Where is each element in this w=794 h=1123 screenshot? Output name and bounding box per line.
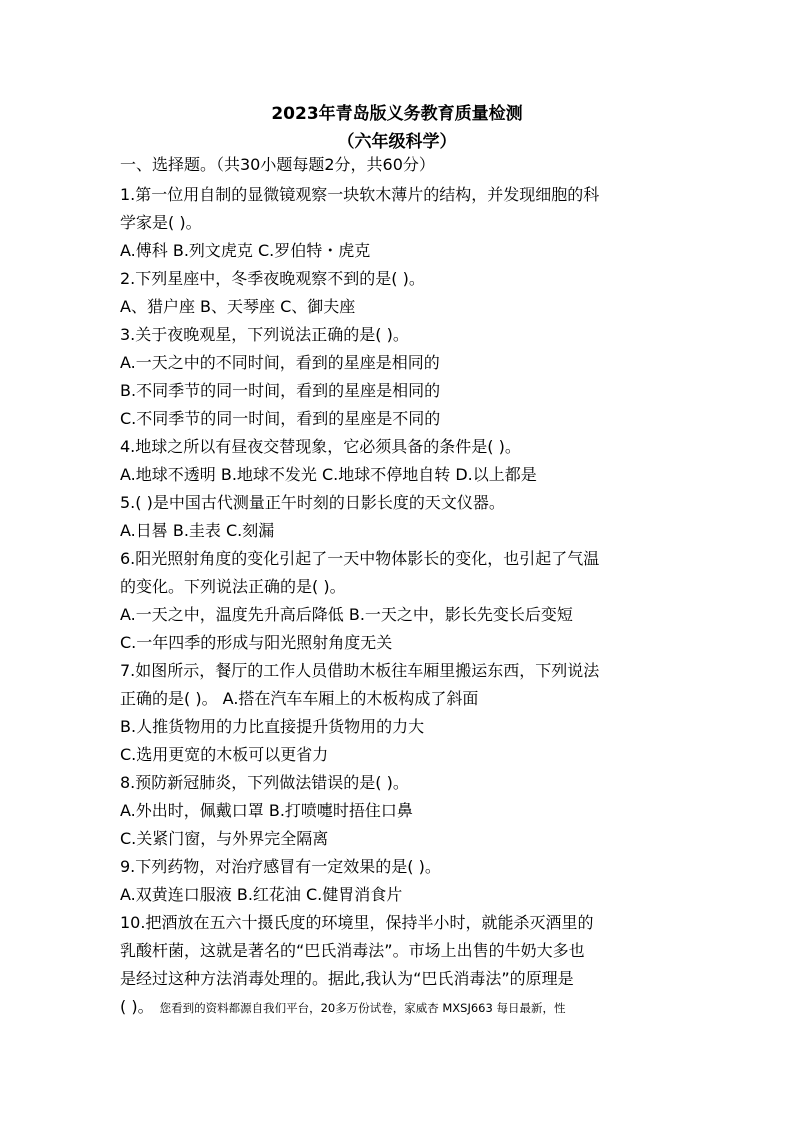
question-line: 1.第一位用自制的显微镜观察一块软木薄片的结构，并发现细胞的科 [120,185,600,204]
question-line: 2.下列星座中，冬季夜晚观察不到的是( )。 [120,269,425,288]
option-line: C.一年四季的形成与阳光照射角度无关 [120,633,393,652]
question-line: 正确的是( )。 A.搭在汽车车厢上的木板构成了斜面 [120,689,479,708]
question-line: 7.如图所示，餐厅的工作人员借助木板往车厢里搬运东西，下列说法 [120,661,600,680]
question-line: 10.把酒放在五六十摄氏度的环境里，保持半小时，就能杀灭酒里的 [120,913,594,932]
question-line-last [120,997,565,1018]
exam-subtitle: （六年级科学） [337,132,457,152]
option-line: A.双黄连口服液 B.红花油 C.健胃消食片 [120,885,403,904]
section-heading: 一、选择题。（共30小题每题2分，共60分） [120,155,435,174]
answer-blank-text: ( )。 [120,997,154,1016]
question-line: 5.( )是中国古代测量正午时刻的日影长度的天文仪器。 [120,493,505,512]
promo-note: 您看到的资料都源自我们平台，20多万份试卷，家威杏 MXSJ663 每日最新，性 [159,1001,566,1015]
option-line: C.关紧门窗，与外界完全隔离 [120,829,329,848]
option-line: A.日晷 B.圭表 C.刻漏 [120,521,275,540]
question-line: 4.地球之所以有昼夜交替现象，它必须具备的条件是( )。 [120,437,521,456]
question-line: 6.阳光照射角度的变化引起了一天中物体影长的变化，也引起了气温 [120,549,600,568]
option-line: A.一天之中的不同时间，看到的星座是相同的 [120,353,440,372]
question-line: 乳酸杆菌，这就是著名的“巴氏消毒法”。市场上出售的牛奶大多也 [120,941,585,960]
option-line: C.选用更宽的木板可以更省力 [120,745,329,764]
option-line: B.不同季节的同一时间，看到的星座是相同的 [120,381,441,400]
exam-title: 2023年青岛版义务教育质量检测 [271,104,523,124]
question-line: 3.关于夜晚观星，下列说法正确的是( )。 [120,325,409,344]
option-line: A.外出时，佩戴口罩 B.打喷嚏时捂住口鼻 [120,801,413,820]
option-line: B.人推货物用的力比直接提升货物用的力大 [120,717,425,736]
question-line: 8.预防新冠肺炎，下列做法错误的是( )。 [120,773,409,792]
question-line: 的变化。下列说法正确的是( )。 [120,577,346,596]
option-line: A.地球不透明 B.地球不发光 C.地球不停地自转 D.以上都是 [120,465,537,484]
option-line: A、猎户座 B、天琴座 C、御夫座 [120,297,356,316]
question-line: 是经过这种方法消毒处理的。据此,我认为“巴氏消毒法”的原理是 [120,969,574,988]
option-line: A.一天之中，温度先升高后降低 B.一天之中，影长先变长后变短 [120,605,573,624]
question-line: 学家是( )。 [120,213,202,232]
question-line: 9.下列药物，对治疗感冒有一定效果的是( )。 [120,857,441,876]
option-line: A.傅科 B.列文虎克 C.罗伯特・虎克 [120,241,371,260]
option-line: C.不同季节的同一时间，看到的星座是不同的 [120,409,441,428]
